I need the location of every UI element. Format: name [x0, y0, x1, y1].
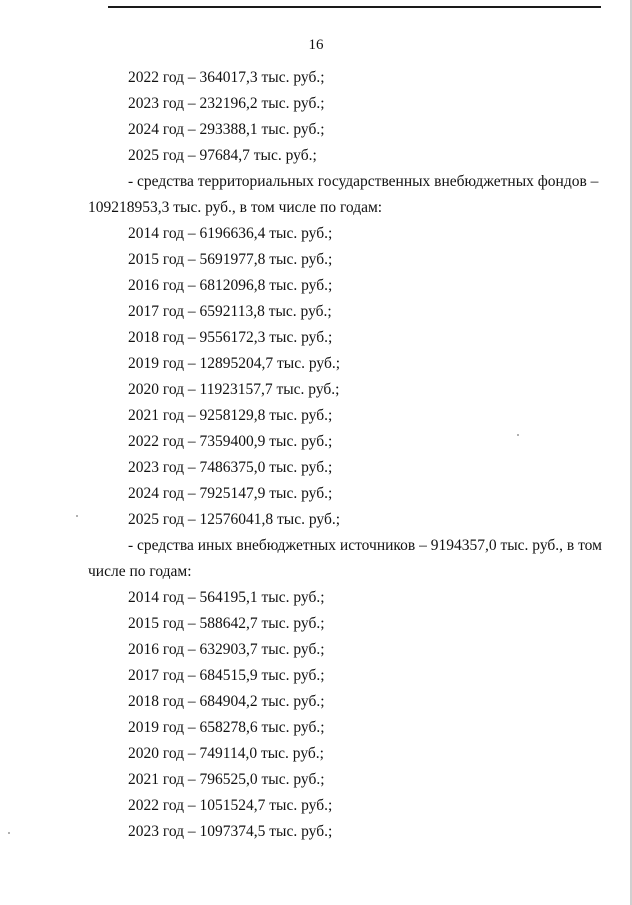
list-item: 2015 год – 5691977,8 тыс. руб.;: [128, 251, 333, 268]
list-item: 2020 год – 749114,0 тыс. руб.;: [128, 745, 324, 762]
paragraph-line: числе по годам:: [88, 563, 192, 580]
page-number: 16: [308, 37, 324, 53]
list-item: 2016 год – 632903,7 тыс. руб.;: [128, 641, 325, 658]
scan-speck: [8, 832, 10, 834]
list-item: 2025 год – 97684,7 тыс. руб.;: [128, 147, 317, 164]
list-item: 2022 год – 1051524,7 тыс. руб.;: [128, 797, 333, 814]
list-item: 2021 год – 9258129,8 тыс. руб.;: [128, 407, 333, 424]
scan-speck: [517, 434, 519, 436]
list-item: 2018 год – 9556172,3 тыс. руб.;: [128, 329, 333, 346]
list-item: 2017 год – 6592113,8 тыс. руб.;: [128, 303, 332, 320]
paragraph-line: - средства иных внебюджетных источников – 9194357,0 тыс. руб., в том: [128, 537, 602, 554]
paragraph-other-sources: [88, 536, 602, 556]
list-item: 2021 год – 796525,0 тыс. руб.;: [128, 771, 325, 788]
list-item: 2023 год – 1097374,5 тыс. руб.;: [128, 823, 333, 840]
list-item: 2016 год – 6812096,8 тыс. руб.;: [128, 277, 333, 294]
list-item: 2014 год – 6196636,4 тыс. руб.;: [128, 225, 333, 242]
list-item: 2018 год – 684904,2 тыс. руб.;: [128, 693, 325, 710]
paragraph-line: - средства территориальных государственных внебюджетных фондов –: [128, 173, 599, 190]
list-item: 2023 год – 232196,2 тыс. руб.;: [128, 95, 325, 112]
list-item: 2014 год – 564195,1 тыс. руб.;: [128, 589, 325, 606]
paragraph-line: 109218953,3 тыс. руб., в том числе по годам:: [88, 199, 383, 216]
list-item: 2022 год – 364017,3 тыс. руб.;: [128, 69, 325, 86]
list-item: 2019 год – 658278,6 тыс. руб.;: [128, 719, 325, 736]
list-item: 2020 год – 11923157,7 тыс. руб.;: [128, 381, 340, 398]
list-item: 2015 год – 588642,7 тыс. руб.;: [128, 615, 325, 632]
list-item: 2024 год – 293388,1 тыс. руб.;: [128, 121, 325, 138]
scan-top-border: [108, 6, 601, 8]
list-item: 2025 год – 12576041,8 тыс. руб.;: [128, 511, 341, 528]
list-item: 2022 год – 7359400,9 тыс. руб.;: [128, 433, 333, 450]
list-item: 2023 год – 7486375,0 тыс. руб.;: [128, 459, 333, 476]
paragraph-territorial-funds: [88, 172, 599, 192]
list-item: 2024 год – 7925147,9 тыс. руб.;: [128, 485, 333, 502]
scan-speck: [76, 515, 78, 517]
list-item: 2017 год – 684515,9 тыс. руб.;: [128, 667, 325, 684]
list-item: 2019 год – 12895204,7 тыс. руб.;: [128, 355, 341, 372]
